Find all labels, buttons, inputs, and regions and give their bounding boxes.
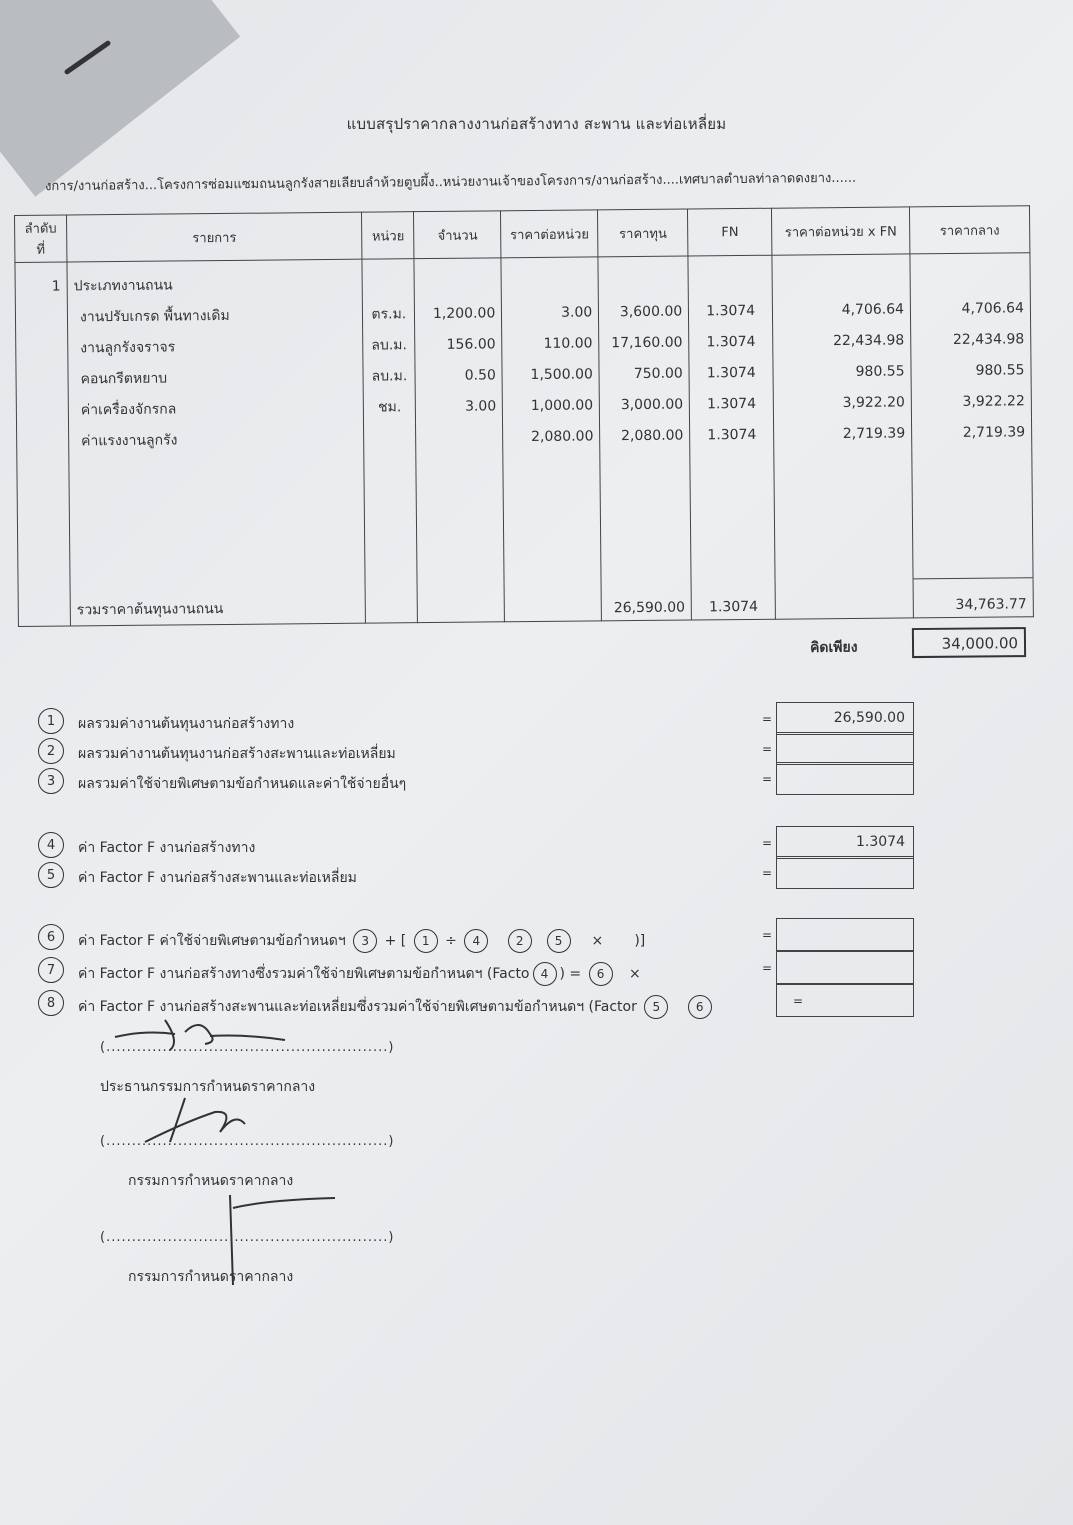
row-item: งานปรับเกรด พื้นทางเดิม — [67, 299, 363, 333]
formula-line — [38, 924, 1038, 954]
row-median: 4,706.64 — [910, 292, 1030, 324]
formula-text: ค่า Factor F ค่าใช้จ่ายพิเศษตามข้อกำหนดฯ — [78, 933, 346, 949]
row-cost: 2,080.00 — [600, 420, 690, 452]
signature-role: ประธานกรรมการกำหนดราคากลาง — [100, 1079, 316, 1095]
group-label: ประเภทงานถนน — [67, 259, 363, 301]
row-unit-fn: 22,434.98 — [773, 324, 911, 356]
formula-operator: × — [628, 966, 641, 982]
circled-number: 5 — [38, 862, 64, 888]
summary-label: ผลรวมค่างานต้นทุนงานก่อสร้างสะพานและท่อเหลี่ยม — [78, 746, 396, 762]
factor-line — [38, 862, 1038, 892]
row-cost: 750.00 — [599, 358, 689, 390]
formula-value-box — [776, 951, 914, 984]
header-qty: จำนวน — [414, 211, 501, 259]
row-unit-price: 1,500.00 — [502, 358, 599, 390]
header-unit-fn: ราคาต่อหน่วย x FN — [772, 207, 910, 255]
circled-number: 7 — [38, 957, 64, 983]
factor-label: ค่า Factor F งานก่อสร้างสะพานและท่อเหลี่ยม — [78, 870, 357, 886]
factor-label: ค่า Factor F งานก่อสร้างทาง — [78, 840, 256, 856]
row-unit-price: 110.00 — [502, 327, 599, 359]
table-total-row — [18, 578, 1033, 627]
summary-label: ผลรวมค่าใช้จ่ายพิเศษตามข้อกำหนดและค่าใช้จ่ายอื่นๆ — [78, 776, 407, 792]
circled-number: 3 — [353, 929, 377, 953]
circled-number: 3 — [38, 768, 64, 794]
header-unit: หน่วย — [362, 212, 414, 259]
total-fn: 1.3074 — [691, 580, 775, 620]
row-cost: 3,000.00 — [599, 389, 689, 421]
header-no: ลำดับที่ — [15, 215, 67, 262]
row-qty: 1,200.00 — [415, 297, 502, 329]
formula-line — [38, 957, 1038, 987]
handwritten-signature — [205, 1190, 345, 1290]
table-empty-space — [17, 447, 1033, 587]
handwritten-signature — [125, 1092, 265, 1152]
circled-number: 2 — [38, 738, 64, 764]
row-median: 22,434.98 — [911, 323, 1031, 355]
header-item: รายการ — [66, 212, 362, 262]
formula-text: ค่า Factor F งานก่อสร้างสะพานและท่อเหลี่ยมซึ่งรวมค่าใช้จ่ายพิเศษตามข้อกำหนดฯ (Factor — [78, 999, 637, 1015]
formula-operator: ) = — [559, 966, 582, 982]
handwritten-signature — [105, 1012, 295, 1052]
total-label: รวมราคาต้นทุนงานถนน — [70, 584, 366, 626]
equals-sign: = — [793, 994, 804, 1008]
circled-number: 4 — [533, 962, 557, 986]
equals-sign: = — [762, 866, 773, 880]
row-cost: 17,160.00 — [599, 327, 689, 359]
row-unit: ตร.ม. — [363, 298, 415, 329]
signature-line: (.......................................................) — [100, 1040, 395, 1055]
summary-value-box: 26,590.00 — [776, 702, 914, 735]
header-median: ราคากลาง — [910, 206, 1030, 254]
row-unit-fn: 3,922.20 — [773, 386, 911, 418]
row-item: งานลูกรังจราจร — [68, 330, 364, 364]
circled-number: 6 — [38, 924, 64, 950]
formula-value-box — [776, 918, 914, 951]
formula-label — [78, 929, 645, 953]
circled-number: 5 — [644, 995, 668, 1019]
row-item: ค่าเครื่องจักรกล — [68, 392, 364, 426]
equals-sign: = — [762, 961, 773, 975]
final-price-row — [810, 627, 1030, 661]
row-unit-fn: 4,706.64 — [773, 293, 911, 325]
circled-number: 6 — [688, 995, 712, 1019]
row-unit: ชม. — [364, 391, 416, 422]
row-median: 980.55 — [911, 354, 1031, 386]
row-fn: 1.3074 — [689, 357, 773, 389]
group-no: 1 — [15, 262, 67, 302]
summary-label: ผลรวมค่างานต้นทุนงานก่อสร้างทาง — [78, 716, 295, 732]
row-unit-fn: 980.55 — [773, 355, 911, 387]
cost-table-wrapper — [14, 205, 1034, 627]
row-median: 2,719.39 — [912, 416, 1032, 448]
circled-number: 1 — [38, 708, 64, 734]
row-qty: 156.00 — [415, 328, 502, 360]
formula-label — [78, 962, 641, 986]
header-fn: FN — [688, 208, 772, 256]
formula-operator: × — [591, 933, 604, 949]
formula-operator: )] — [634, 933, 646, 949]
final-price-value: 34,000.00 — [912, 627, 1026, 658]
circled-number: 4 — [38, 832, 64, 858]
circled-number: 6 — [589, 962, 613, 986]
row-unit: ลบ.ม. — [363, 360, 415, 391]
row-fn: 1.3074 — [689, 326, 773, 358]
signature-line: (.......................................................) — [100, 1230, 395, 1245]
row-fn: 1.3074 — [689, 388, 773, 420]
header-cost: ราคาทุน — [598, 209, 688, 257]
equals-sign: = — [762, 772, 773, 786]
factor-value-box — [776, 856, 914, 889]
circled-number: 4 — [464, 929, 488, 953]
signature-line: (.......................................................) — [100, 1134, 395, 1149]
cost-table — [14, 205, 1034, 627]
circled-number: 2 — [508, 929, 532, 953]
page-corner-shadow — [0, 0, 240, 197]
summary-value-box — [776, 762, 914, 795]
equals-sign: = — [762, 742, 773, 756]
row-unit — [364, 422, 416, 453]
final-price-label: คิดเพียง — [809, 639, 858, 656]
summary-value-box — [776, 732, 914, 765]
row-unit-price: 2,080.00 — [503, 420, 600, 452]
row-median: 3,922.22 — [911, 385, 1031, 417]
row-cost: 3,600.00 — [599, 296, 689, 328]
signature-role: กรรมการกำหนดราคากลาง — [128, 1173, 294, 1189]
header-unit-price: ราคาต่อหน่วย — [501, 210, 598, 258]
summary-line — [38, 768, 1038, 798]
row-item: ค่าแรงงานลูกรัง — [68, 423, 364, 457]
row-fn: 1.3074 — [690, 419, 774, 451]
equals-sign: = — [762, 712, 773, 726]
circled-number: 5 — [547, 929, 571, 953]
row-unit-price: 3.00 — [502, 296, 599, 328]
row-qty — [416, 421, 503, 453]
total-median: 34,763.77 — [913, 578, 1033, 618]
project-line: งการ/งานก่อสร้าง...โครงการซ่อมแซมถนนลูกรังสายเลียบลำห้วยตูบผึ้ง..หน่วยงานเจ้าของโครงการ/งานก่อสร้าง....เทศบาลตำบลท่าลาดดงยาง...... — [44, 170, 857, 195]
circled-number: 8 — [38, 990, 64, 1016]
row-qty: 3.00 — [416, 390, 503, 422]
document-title: แบบสรุปราคากลางงานก่อสร้างทาง สะพาน และท่อเหลี่ยม — [346, 115, 727, 133]
circled-number: 1 — [414, 929, 438, 953]
signature-role: กรรมการกำหนดราคากลาง — [128, 1269, 294, 1285]
row-fn: 1.3074 — [689, 295, 773, 327]
row-unit-fn: 2,719.39 — [774, 417, 912, 449]
formula-operator: ÷ — [445, 933, 457, 949]
row-unit-price: 1,000.00 — [503, 389, 600, 421]
formula-text: ค่า Factor F งานก่อสร้างทางซึ่งรวมค่าใช้จ่ายพิเศษตามข้อกำหนดฯ (Facto — [78, 966, 530, 982]
equals-sign: = — [762, 928, 773, 942]
factor-value-box: 1.3074 — [776, 826, 914, 859]
formula-value-box — [776, 984, 914, 1017]
formula-operator: + [ — [384, 933, 407, 949]
row-item: คอนกรีตหยาบ — [68, 361, 364, 395]
equals-sign: = — [762, 836, 773, 850]
row-qty: 0.50 — [415, 359, 502, 391]
row-unit: ลบ.ม. — [363, 329, 415, 360]
total-cost: 26,590.00 — [601, 581, 691, 621]
